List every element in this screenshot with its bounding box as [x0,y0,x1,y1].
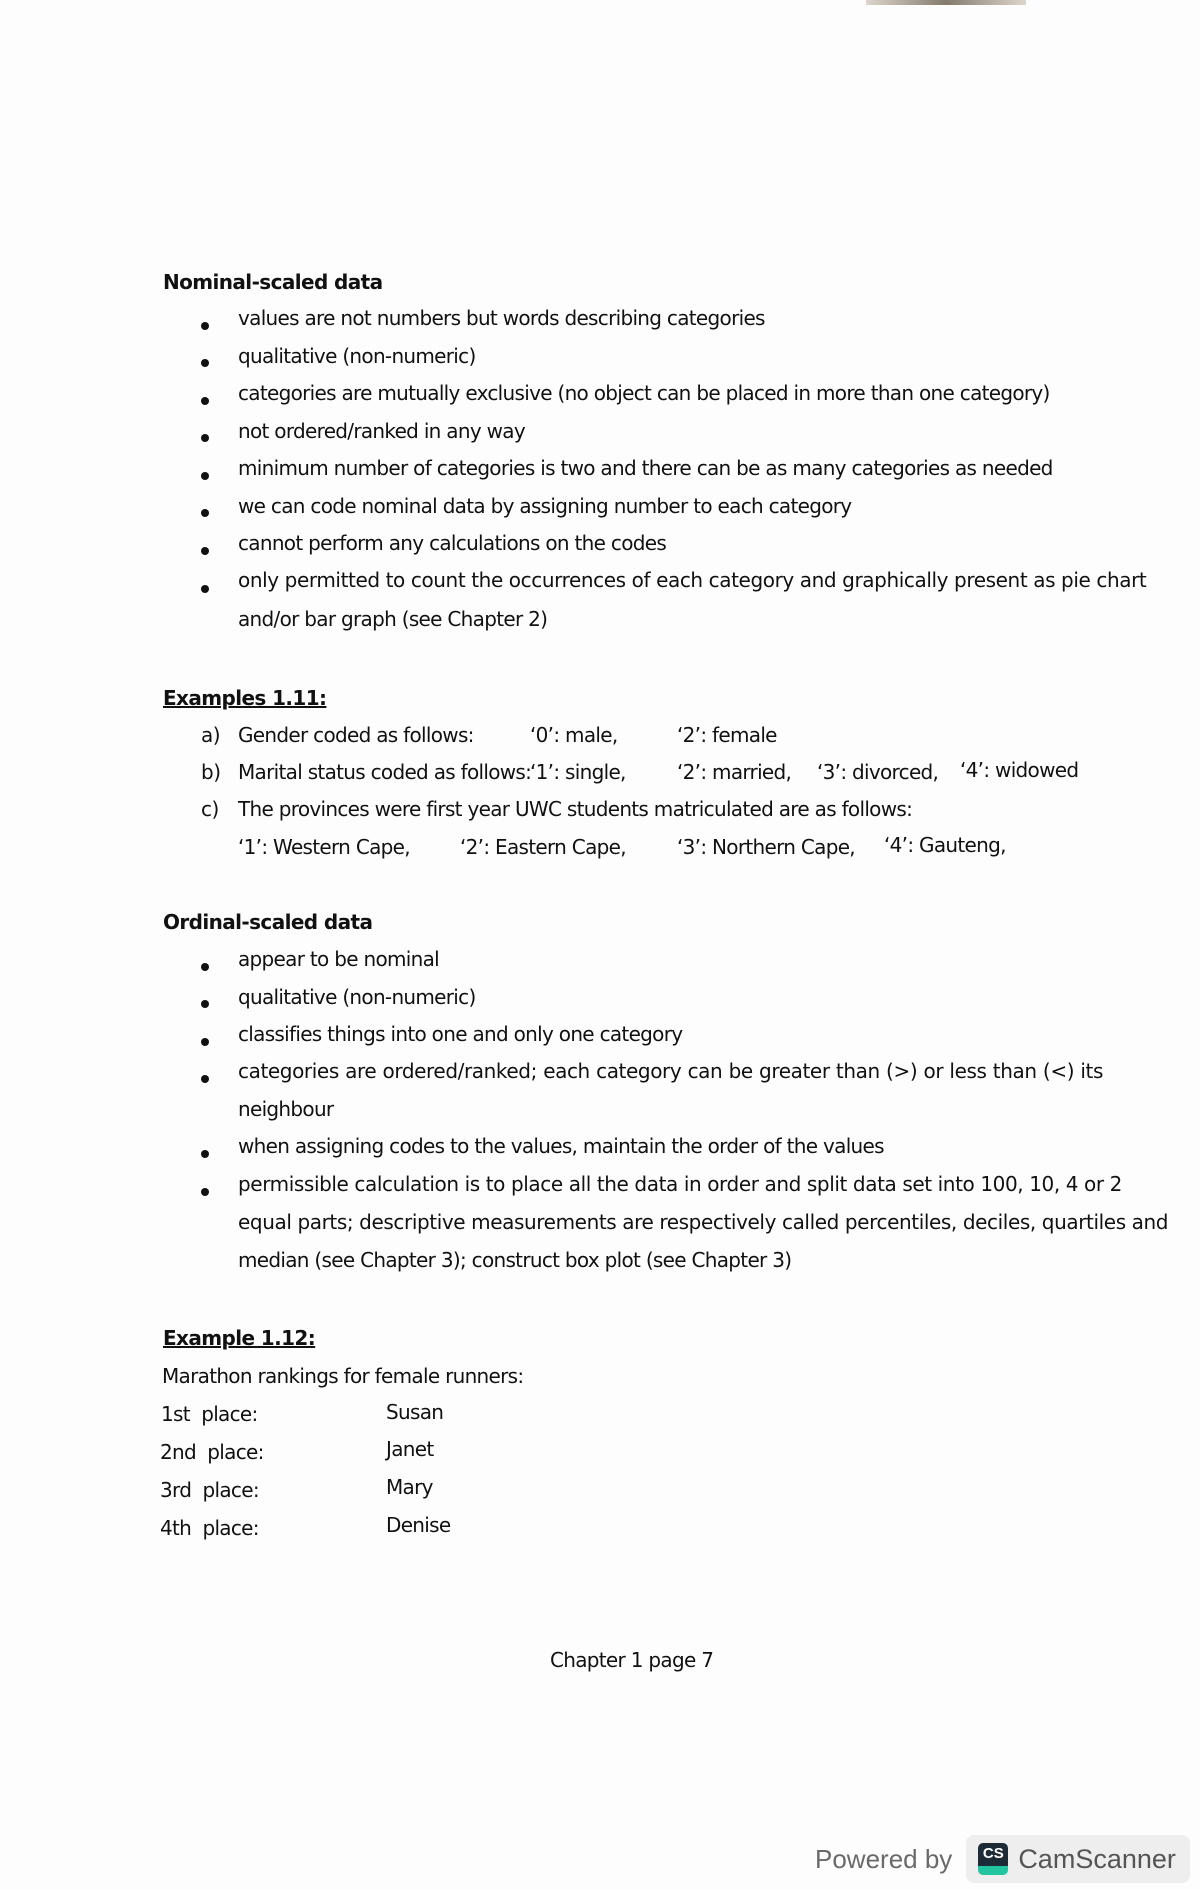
nominal-bullet-6: we can code nominal data by assigning number to each category [238,494,852,518]
nominal-bullet-3: categories are mutually exclusive (no object can be placed in more than one category) [238,381,1050,405]
camscanner-logo-icon: CS [978,1843,1008,1875]
ordinal-heading: Ordinal-scaled data [163,910,373,934]
ranking-name: Susan [386,1400,444,1424]
bullet-icon [201,397,209,405]
camscanner-watermark [815,1835,1190,1883]
ordinal-bullet-6-line2: equal parts; descriptive measurements are respectively called percentiles, deciles, quartiles and [238,1210,1169,1234]
ordinal-bullet-4-line1: categories are ordered/ranked; each category can be greater than (>) or less than (<) its [238,1059,1103,1083]
bullet-icon [201,359,209,367]
bullet-icon [201,1150,209,1158]
bullet-icon [201,1000,209,1008]
ordinal-bullet-6-line1: permissible calculation is to place all the data in order and split data set into 100, 10, 4 or 2 [238,1172,1122,1196]
example-marker-c: c) [201,797,219,821]
nominal-bullet-2: qualitative (non-numeric) [238,344,476,368]
nominal-heading: Nominal-scaled data [163,270,383,294]
bullet-icon [201,322,209,330]
nominal-bullet-8-line2: and/or bar graph (see Chapter 2) [238,607,548,631]
ordinal-bullet-6-line3: median (see Chapter 3); construct box plot (see Chapter 3) [238,1248,792,1272]
example-a-label: Gender coded as follows: [238,723,474,747]
examples-1-11-heading: Examples 1.11: [163,686,327,710]
example-b-code-1: ‘1’: single, [530,760,626,784]
example-marker-b: b) [201,760,221,784]
example-b-label: Marital status coded as follows: [238,760,532,784]
example-c-code-2: ‘2’: Eastern Cape, [460,835,626,859]
bullet-icon [201,509,209,517]
bullet-icon [201,1075,209,1083]
ranking-place: 3rd place: [160,1478,259,1502]
ordinal-bullet-1: appear to be nominal [238,947,440,971]
example-a-code-2: ‘2’: female [677,723,777,747]
ordinal-bullet-3: classifies things into one and only one category [238,1022,683,1046]
example-b-code-3: ‘3’: divorced, [817,760,939,784]
camscanner-badge [966,1835,1190,1883]
ordinal-bullet-5: when assigning codes to the values, maintain the order of the values [238,1134,884,1158]
example-b-code-2: ‘2’: married, [677,760,792,784]
nominal-bullet-5: minimum number of categories is two and there can be as many categories as needed [238,456,1053,480]
ordinal-bullet-2: qualitative (non-numeric) [238,985,476,1009]
page-number: Chapter 1 page 7 [550,1648,714,1672]
bullet-icon [201,585,209,593]
example-1-12-heading: Example 1.12: [163,1326,316,1350]
example-c-label: The provinces were first year UWC students matriculated are as follows: [238,797,913,821]
ranking-name: Denise [386,1513,451,1537]
example-marker-a: a) [201,723,221,747]
bullet-icon [201,963,209,971]
example-c-code-3: ‘3’: Northern Cape, [677,835,855,859]
ranking-place: 1st place: [161,1402,258,1426]
ranking-place: 2nd place: [160,1440,264,1464]
camscanner-brand: CamScanner [1018,1843,1176,1874]
example-1-12-intro: Marathon rankings for female runners: [162,1364,524,1388]
example-a-code-1: ‘0’: male, [530,723,618,747]
bullet-icon [201,1038,209,1046]
nominal-bullet-8-line1: only permitted to count the occurrences of each category and graphically present as pie chart [238,568,1147,592]
example-c-code-1: ‘1’: Western Cape, [238,835,410,859]
nominal-bullet-1: values are not numbers but words describing categories [238,306,765,330]
nominal-bullet-4: not ordered/ranked in any way [238,419,525,443]
bullet-icon [201,1188,209,1196]
example-b-code-4: ‘4’: widowed [960,758,1079,782]
ranking-name: Mary [386,1475,433,1499]
bullet-icon [201,547,209,555]
scan-edge-artifact [866,0,1026,5]
powered-by-label: Powered by [815,1843,953,1874]
example-c-code-4: ‘4’: Gauteng, [884,833,1006,857]
bullet-icon [201,434,209,442]
ranking-place: 4th place: [160,1516,259,1540]
ordinal-bullet-4-line2: neighbour [238,1097,334,1121]
nominal-bullet-7: cannot perform any calculations on the codes [238,531,667,555]
ranking-name: Janet [386,1437,434,1461]
bullet-icon [201,472,209,480]
